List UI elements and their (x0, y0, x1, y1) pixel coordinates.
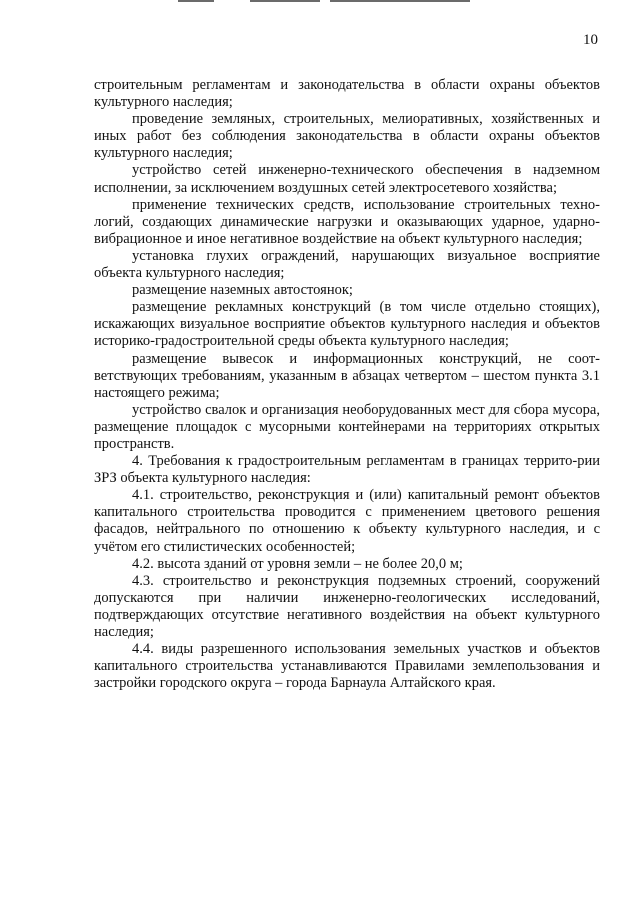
paragraph-earthworks: проведение земляных, строительных, мелиоративных, хозяйственных и иных работ без соблюдения законодательства в области охраны объектов культурного наследия; (94, 111, 600, 162)
paragraph-parking: размещение наземных автостоянок; (132, 282, 353, 299)
paragraph-technical-means: применение технических средств, использование строительных техно-логий, создающих динамические нагрузки и оказывающих ударное, ударно-вибрационное и иное негативное воздействие на объект культурного наследия; (94, 196, 600, 247)
paragraph-fences: установка глухих ограждений, нарушающих визуальное восприятие объекта культурного наследия; (94, 247, 600, 282)
paragraph-engineering-networks: устройство сетей инженерно-технического обеспечения в надземном исполнении, за исключением воздушных сетей электросетевого хозяйства; (94, 162, 600, 196)
section-4-heading: 4. Требования к градостроительным регламентам в границах террито-рии ЗРЗ объекта культурного наследия: (94, 453, 600, 487)
clause-4-1: 4.1. строительство, реконструкция и (или) капитальный ремонт объектов капитального строительства проводится с применением цветового решения фасадов, нейтрального по отношению к объекту культурного наследия, и с учётом его стилистических особенностей; (94, 487, 600, 555)
clause-4-3: 4.3. строительство и реконструкция подземных строений, сооружений допускаются при наличии инженерно-геологических исследований, подтверждающих отсутствие негативного воздействия на объект культурного наследия; (94, 572, 600, 640)
clause-4-4: 4.4. виды разрешенного использования земельных участков и объектов капитального строительства устанавливаются Правилами землепользования и застройки городского округа – города Барнаула Алтайского края. (94, 641, 600, 692)
paragraph-continuation: строительным регламентам и законодательства в области охраны объектов культурного наследия; (94, 77, 600, 111)
document-body (94, 77, 600, 692)
paragraph-advertising: размещение рекламных конструкций (в том числе отдельно стоящих), искажающих визуальное восприятие объектов культурного наследия и объектов историко-градостроительной среды объекта культурного наследия; (94, 299, 600, 350)
paragraph-signage: размещение вывесок и информационных конструкций, не соот-ветствующих требованиям, указанным в абзацах четвертом – шестом пункта 3.1 настоящего режима; (94, 350, 600, 401)
clause-4-2: 4.2. высота зданий от уровня земли – не более 20,0 м; (132, 555, 463, 572)
paragraph-waste: устройство свалок и организация необорудованных мест для сбора мусора, размещение площадок с мусорными контейнерами на территориях открытых пространств. (94, 401, 600, 452)
scan-edge-mark (0, 0, 640, 3)
page-number: 10 (583, 32, 598, 48)
